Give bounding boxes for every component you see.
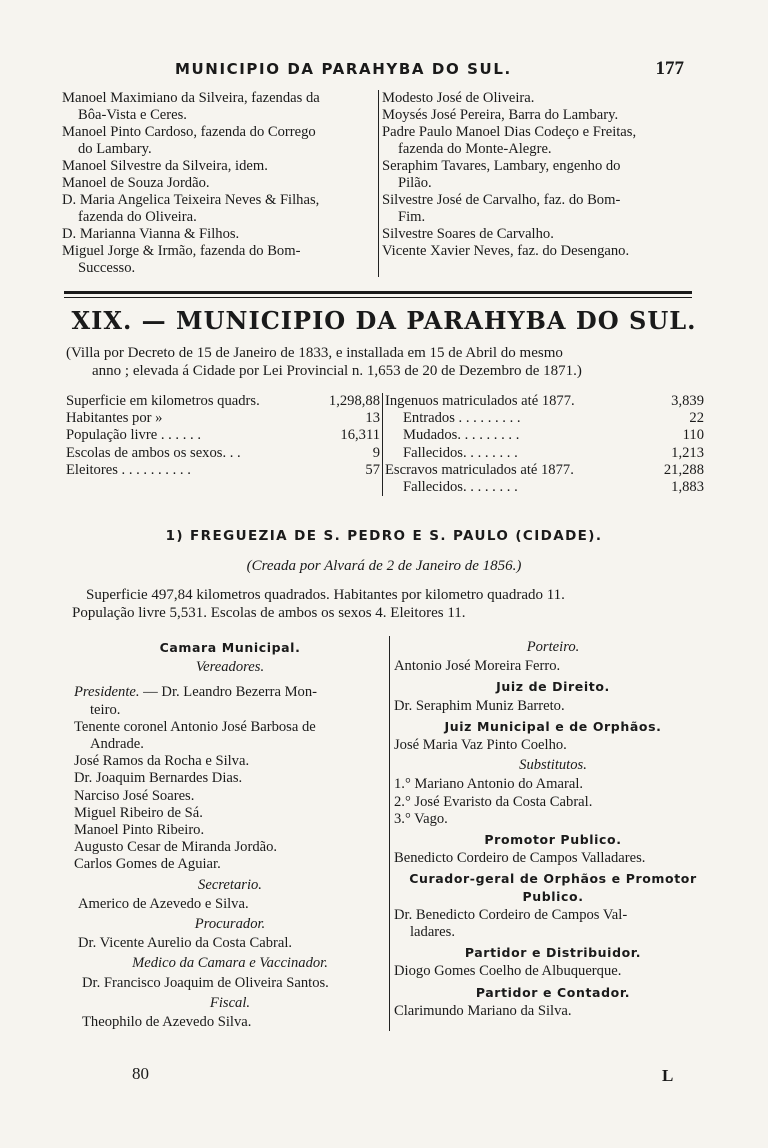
- entry-line: Fim.: [398, 209, 426, 225]
- presidente-name: — Dr. Leandro Bezerra Mon-: [139, 684, 318, 701]
- running-head-title: MUNICIPIO DA PARAHYBA DO SUL.: [175, 60, 512, 78]
- vereador-entry: Dr. Joaquim Bernardes Dias.: [74, 770, 243, 787]
- stat-label: Mudados. . . . . . . . .: [403, 427, 520, 444]
- stat-row: [385, 479, 704, 496]
- section-divider-thick: [64, 291, 692, 294]
- juiz-municipal-name: José Maria Vaz Pinto Coelho.: [394, 737, 567, 754]
- officials-left-column: [74, 636, 389, 1031]
- stat-value: 1,213: [671, 444, 704, 461]
- parish-subtitle: (Creada por Alvará de 2 de Janeiro de 1856.): [246, 558, 522, 574]
- fiscal-heading: Fiscal.: [209, 994, 251, 1011]
- statistics-left: [66, 393, 382, 496]
- entry-line: Manoel de Souza Jordão.: [62, 175, 210, 191]
- stat-label: Escravos matriculados até 1877.: [385, 461, 574, 478]
- vereador-entry: Tenente coronel Antonio José Barbosa de: [74, 718, 316, 735]
- entry-line: Successo.: [78, 260, 136, 276]
- vereador-entry: Manoel Pinto Ribeiro.: [74, 822, 205, 839]
- stat-value: 57: [365, 461, 380, 478]
- partidor-distribuidor-name: Diogo Gomes Coelho de Albuquerque.: [394, 963, 622, 980]
- stat-value: 22: [689, 410, 704, 427]
- porteiro-heading: Porteiro.: [526, 639, 580, 655]
- curador-heading: Curador-geral de Orphãos e Promotor: [409, 871, 697, 887]
- stat-row: [385, 410, 704, 427]
- secretario-heading: Secretario.: [198, 876, 262, 893]
- stat-value: 9: [372, 444, 380, 461]
- parish-info-line: Superficie 497,84 kilometros quadrados. Habitantes por kilometro quadrado 11.: [86, 587, 565, 603]
- stat-label: Habitantes por »: [66, 410, 163, 427]
- section-note-line: anno ; elevada á Cidade por Lei Provincial n. 1,653 de 20 de Dezembro de 1871.): [92, 363, 582, 379]
- juiz-direito-heading: Juiz de Direito.: [496, 679, 610, 695]
- entry-line: fazenda do Oliveira.: [78, 209, 197, 225]
- stat-label: Fallecidos. . . . . . . .: [403, 479, 518, 496]
- section-divider-thin: [64, 297, 692, 298]
- entry-line: Pilão.: [398, 175, 432, 191]
- signature-mark: L: [662, 1066, 674, 1085]
- vereador-entry: José Ramos da Rocha e Silva.: [74, 753, 250, 770]
- entry-line: do Lambary.: [78, 141, 152, 157]
- entry-line: Vicente Xavier Neves, faz. do Desengano.: [382, 243, 630, 259]
- entry-line: fazenda do Monte-Alegre.: [398, 141, 552, 157]
- entry-line: Silvestre Soares de Carvalho.: [382, 226, 554, 242]
- entry-line: Manoel Pinto Cardoso, fazenda do Corrego: [62, 124, 316, 140]
- substituto-entry: 2.° José Evaristo da Costa Cabral.: [394, 793, 593, 810]
- top-left-column: [62, 90, 378, 277]
- entry-line: Modesto José de Oliveira.: [382, 90, 535, 106]
- parish-title: 1) FREGUEZIA DE S. PEDRO E S. PAULO (CIDADE).: [165, 528, 603, 544]
- entry-line: Moysés José Pereira, Barra do Lambary.: [382, 107, 619, 123]
- presidente-label: Presidente.: [74, 684, 140, 701]
- fiscal-name: Theophilo de Azevedo Silva.: [82, 1014, 252, 1031]
- substitutos-heading: Substitutos.: [519, 757, 587, 774]
- stat-row: [66, 427, 380, 444]
- procurador-name: Dr. Vicente Aurelio da Costa Cabral.: [78, 935, 293, 952]
- stat-value: 21,288: [663, 461, 704, 478]
- promotor-heading: Promotor Publico.: [484, 832, 622, 848]
- entry-line: Manoel Silvestre da Silveira, idem.: [62, 158, 268, 174]
- stat-value: 13: [365, 410, 380, 427]
- curador-name-cont: ladares.: [410, 924, 455, 941]
- sheet-number: 80: [132, 1064, 149, 1083]
- stat-row: [66, 393, 380, 410]
- stat-row: [66, 462, 380, 479]
- procurador-heading: Procurador.: [194, 916, 266, 933]
- presidente-cont: teiro.: [90, 701, 121, 718]
- stat-row: [385, 462, 704, 479]
- partidor-contador-heading: Partidor e Contador.: [475, 984, 631, 1000]
- entry-line: Manoel Maximiano da Silveira, fazendas da: [62, 90, 320, 106]
- stat-label: População livre . . . . . .: [66, 427, 201, 444]
- stat-value: 16,311: [340, 427, 380, 444]
- stat-label: Superficie em kilometros quadrs.: [66, 393, 260, 409]
- section-note-line: (Villa por Decreto de 15 de Janeiro de 1833, e installada em 15 de Abril do mesmo: [66, 345, 563, 361]
- officials-columns: [74, 636, 712, 1031]
- entry-line: Seraphim Tavares, Lambary, engenho do: [382, 158, 621, 174]
- statistics-right: [382, 393, 704, 496]
- substituto-entry: 3.° Vago.: [394, 810, 448, 827]
- stat-label: Entrados . . . . . . . . .: [403, 410, 521, 427]
- stat-value: 3,839: [671, 393, 704, 409]
- camara-heading: Camara Municipal.: [159, 640, 301, 655]
- partidor-contador-name: Clarimundo Mariano da Silva.: [394, 1002, 572, 1019]
- vereadores-heading: Vereadores.: [195, 659, 265, 676]
- secretario-name: Americo de Azevedo e Silva.: [78, 895, 249, 912]
- section-note: [66, 344, 696, 380]
- substituto-entry: 1.° Mariano Antonio do Amaral.: [394, 776, 584, 793]
- stat-value: 110: [682, 427, 704, 444]
- parish-info: [72, 586, 704, 622]
- section-title: XIX. — MUNICIPIO DA PARAHYBA DO SUL.: [71, 306, 697, 335]
- stat-label: Fallecidos. . . . . . . .: [403, 444, 518, 461]
- stat-label: Eleitores . . . . . . . . . .: [66, 461, 191, 478]
- juiz-municipal-heading: Juiz Municipal e de Orphãos.: [444, 718, 662, 734]
- top-right-column: [378, 90, 698, 277]
- curador-name: Dr. Benedicto Cordeiro de Campos Val-: [394, 906, 628, 923]
- entry-line: Padre Paulo Manoel Dias Codeço e Freitas,: [382, 124, 637, 140]
- running-head: [0, 60, 768, 86]
- stat-row: [385, 445, 704, 462]
- promotor-name: Benedicto Cordeiro de Campos Valladares.: [394, 850, 646, 867]
- stat-label: Escolas de ambos os sexos. . .: [66, 444, 241, 461]
- page-number: 177: [655, 58, 684, 79]
- top-directory-columns: [62, 90, 698, 277]
- partidor-distribuidor-heading: Partidor e Distribuidor.: [464, 945, 642, 961]
- stat-row: [385, 393, 704, 410]
- juiz-direito-name: Dr. Seraphim Muniz Barreto.: [394, 697, 565, 714]
- officials-right-column: [389, 636, 712, 1031]
- medico-name: Dr. Francisco Joaquim de Oliveira Santos.: [82, 974, 329, 991]
- parish-info-line: População livre 5,531. Escolas de ambos os sexos 4. Eleitores 11.: [72, 605, 466, 621]
- stat-value: 1,883: [671, 479, 704, 496]
- stat-label: Ingenuos matriculados até 1877.: [385, 393, 575, 409]
- vereador-entry: Narciso José Soares.: [74, 787, 195, 804]
- entry-line: Silvestre José de Carvalho, faz. do Bom-: [382, 192, 621, 208]
- entry-line: Bôa-Vista e Ceres.: [78, 107, 187, 123]
- stat-row: [385, 427, 704, 444]
- entry-line: D. Maria Angelica Teixeira Neves & Filhas,: [62, 192, 320, 208]
- vereador-entry: Carlos Gomes de Aguiar.: [74, 856, 221, 873]
- entry-line: D. Marianna Vianna & Filhos.: [62, 226, 240, 242]
- curador-heading-cont: Publico.: [522, 888, 584, 904]
- stat-value: 1,298,88: [328, 393, 380, 409]
- stat-row: [66, 445, 380, 462]
- vereador-entry: Miguel Ribeiro de Sá.: [74, 804, 203, 821]
- vereador-entry: Augusto Cesar de Miranda Jordão.: [74, 839, 278, 856]
- statistics-table: [66, 393, 706, 496]
- vereador-entry-cont: Andrade.: [90, 736, 144, 753]
- stat-row: [66, 410, 380, 427]
- presidente-entry: [74, 684, 386, 701]
- porteiro-name: Antonio José Moreira Ferro.: [394, 658, 561, 675]
- medico-heading: Medico da Camara e Vaccinador.: [132, 955, 328, 972]
- entry-line: Miguel Jorge & Irmão, fazenda do Bom-: [62, 243, 301, 259]
